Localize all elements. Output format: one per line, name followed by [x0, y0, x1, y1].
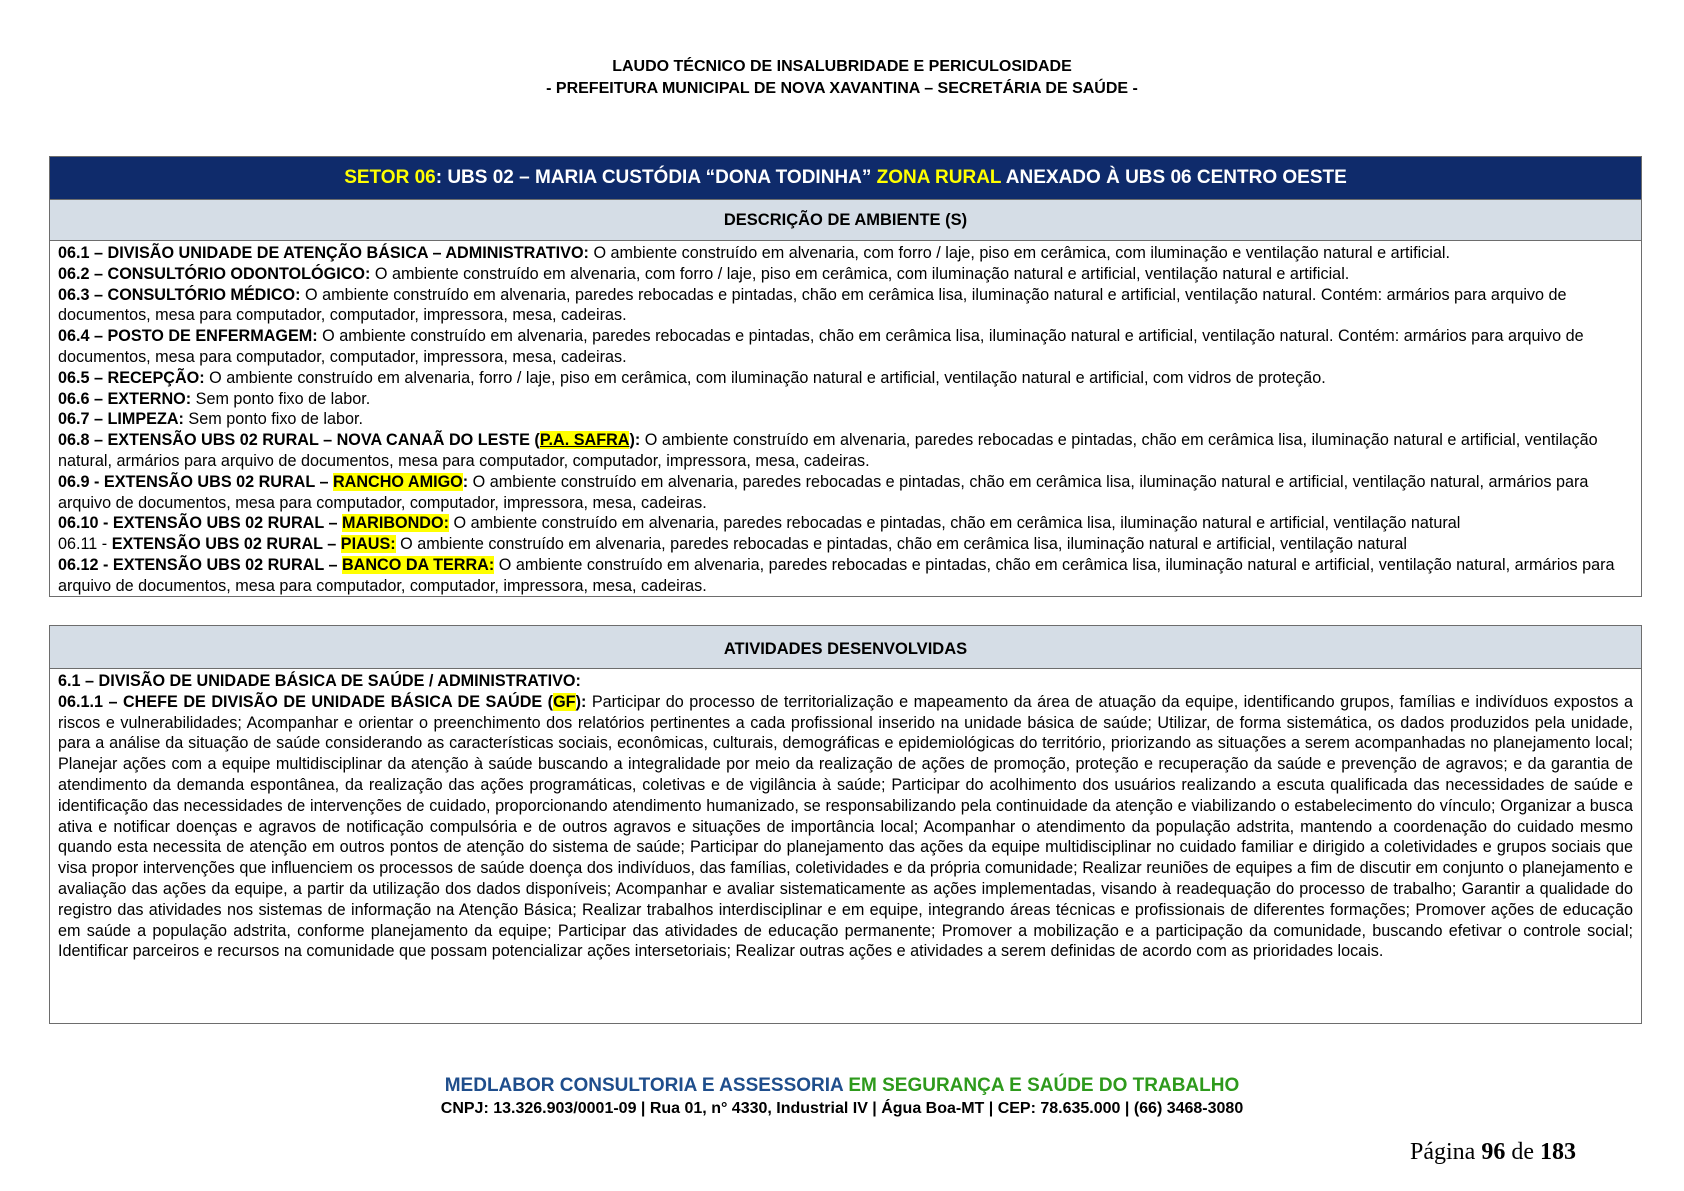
division-title: 6.1 – DIVISÃO DE UNIDADE BÁSICA DE SAÚDE / ADMINISTRATIVO: [58, 672, 581, 690]
list-item [58, 326, 1633, 368]
item-label-pre: 06.8 – EXTENSÃO UBS 02 RURAL – NOVA CANAÃ DO LESTE ( [58, 431, 540, 450]
item-text: O ambiente construído em alvenaria, forro / laje, piso em cerâmica, com iluminação natural e artificial, ventilação natural e artificial, com vidros de proteção. [204, 368, 1326, 387]
item-text: O ambiente construído em alvenaria, com forro / laje, piso em cerâmica, com iluminação e ventilação natural e artificial. [588, 244, 1450, 262]
list-item [58, 472, 1633, 514]
item-text: O ambiente construído em alvenaria, paredes rebocadas e pintadas, chão em cerâmica lisa, iluminação natural e artificial, ventilação natural, armários para arquivo de documentos, mesa para computador, computador, impressora, mesa, cadeiras. [58, 431, 1598, 470]
list-item [58, 534, 1633, 555]
page-number: Página 96 de 183 [1410, 1139, 1576, 1165]
list-item [58, 513, 1633, 534]
document-subtitle: - PREFEITURA MUNICIPAL DE NOVA XAVANTINA – SECRETÁRIA DE SAÚDE - [546, 80, 1138, 97]
item-text: O ambiente construído em alvenaria, com forro / laje, piso em cerâmica, com iluminação natural e artificial, ventilação natural e artificial. [370, 264, 1350, 283]
company-address: CNPJ: 13.326.903/0001-09 | Rua 01, n° 4330, Industrial IV | Água Boa-MT | CEP: 78.635.000 | (66) 3468-3080 [440, 1100, 1244, 1117]
item-label: 06.3 – CONSULTÓRIO MÉDICO: [58, 285, 301, 304]
item-text: O ambiente construído em alvenaria, paredes rebocadas e pintadas, chão em cerâmica lisa, iluminação natural e artificial, ventilação natural. Contém: armários para arquivo de documentos, mesa para computador, computador, impressora, mesa, cadeiras. [58, 327, 1584, 366]
list-item [58, 243, 1633, 264]
sector-title-b: ANEXADO À UBS 06 CENTRO OESTE [1001, 167, 1347, 188]
highlighted-location: P.A. SAFRA [539, 431, 630, 450]
sector-banner [50, 157, 1641, 200]
activities-content [50, 669, 1641, 962]
list-item [58, 409, 1633, 430]
company-name: MEDLABOR CONSULTORIA E ASSESSORIA EM SEGURANÇA E SAÚDE DO TRABALHO [444, 1075, 1240, 1096]
item-number: 06.11 - [58, 535, 112, 554]
environment-description-table [49, 156, 1642, 597]
item-label-post: ): [629, 431, 641, 450]
list-item [58, 264, 1633, 285]
item-label-pre: EXTENSÃO UBS 02 RURAL – [111, 535, 341, 554]
item-text: O ambiente construído em alvenaria, paredes rebocadas e pintadas, chão em cerâmica lisa, iluminação natural e artificial, ventilação natural [395, 535, 1408, 554]
list-item [58, 285, 1633, 327]
list-item [58, 389, 1633, 410]
activities-text: Participar do processo de territorialização e mapeamento da área de atuação da equipe, identificando grupos, famílias e indivíduos expostos a riscos e vulnerabilidades; Acompanhar e orientar o preenchimento dos relatórios pertinentes a cada profissional inserido na unidade básica de saúde; Utilizar, de forma sistemática, os dados produzidos pela unidade, para a análise da situação de saúde considerando as características sociais, econômicas, culturais, demográficas e epidemiológicas do território, priorizando as situações a serem acompanhadas no planejamento local; Planejar ações com a equipe multidisciplinar da atenção à saúde buscando a integralidade por meio da realização de ações de promoção, proteção e recuperação da saúde e prevenção de agravos; e da garantia de atendimento da demanda espontânea, da realização das ações programáticas, coletivas e de vigilância à saúde; Participar do acolhimento dos usuários realizando a escuta qualificada das necessidades de saúde e identificação das necessidades de intervenções de cuidado, proporcionando atendimento humanizado, se responsabilizando pela continuidade da atenção e viabilizando o estabelecimento do vínculo; Organizar a busca ativa e notificar doenças e agravos de notificação compulsória e de outros agravos e situações de importância local; Acompanhar o atendimento da população adstrita, mantendo a coordenação do cuidado mesmo quando esta necessita de atenção em outros pontos de atenção do sistema de saúde; Participar do planejamento das ações da equipe multidisciplinar no cuidado familiar e dirigido a coletividades e grupos sociais que visa propor intervenções que influenciem os processos de saúde doença dos indivíduos, das famílias, coletividades e da própria comunidade; Realizar reuniões de equipes a fim de discutir em conjunto o planejamento e avaliação das ações da equipe, a partir da utilização dos dados disponíveis; Acompanhar e avaliar sistematicamente as ações implementadas, visando à readequação do processo de trabalho; Garantir a qualidade do registro das atividades nos sistemas de informação na Atenção Básica; Realizar trabalhos interdisciplinar e em equipe, integrando áreas técnicas e profissionais de diferentes formações; Promover ações de educação em saúde a população adstrita, conforme planejamento da equipe; Participar das atividades de educação permanente; Promover a mobilização e a participação da comunidade, buscando efetivar o controle social; Identificar parceiros e recursos na comunidade que possam potencializar ações intersetoriais; Realizar outras ações e atividades a serem definidas de acordo com as prioridades locais. [58, 692, 1633, 961]
activities-table [49, 625, 1642, 1024]
document-title: LAUDO TÉCNICO DE INSALUBRIDADE E PERICULOSIDADE [612, 58, 1072, 75]
item-text: O ambiente construído em alvenaria, paredes rebocadas e pintadas, chão em cerâmica lisa, iluminação natural e artificial, ventilação natural, armários para arquivo de documentos, mesa para computador, computador, impressora, mesa, cadeiras. [58, 472, 1589, 512]
item-text: O ambiente construído em alvenaria, paredes rebocadas e pintadas, chão em cerâmica lisa, iluminação natural e artificial, ventilação natural. Contém: armários para arquivo de documentos, mesa para computador, computador, impressora, mesa, cadeiras. [58, 285, 1567, 325]
item-label-pre: 06.9 - EXTENSÃO UBS 02 RURAL – [58, 472, 333, 491]
item-text: Sem ponto fixo de labor. [191, 389, 371, 408]
item-label-pre: 06.12 - EXTENSÃO UBS 02 RURAL – [58, 555, 342, 574]
description-heading: DESCRIÇÃO DE AMBIENTE (S) [50, 200, 1641, 241]
list-item [58, 555, 1633, 597]
item-text: Sem ponto fixo de labor. [183, 410, 364, 429]
highlighted-location: BANCO DA TERRA: [341, 555, 495, 574]
item-label-pre: 06.10 - EXTENSÃO UBS 02 RURAL – [58, 514, 342, 533]
highlighted-location: PIAUS: [340, 535, 396, 554]
role-code: GF [553, 692, 576, 711]
highlighted-location: MARIBONDO: [341, 514, 449, 533]
item-label: 06.5 – RECEPÇÃO: [58, 368, 205, 387]
role-label-pre: 06.1.1 – CHEFE DE DIVISÃO DE UNIDADE BÁSICA DE SAÚDE ( [58, 692, 554, 711]
activities-heading: ATIVIDADES DESENVOLVIDAS [50, 626, 1641, 669]
item-label: 06.2 – CONSULTÓRIO ODONTOLÓGICO: [58, 264, 371, 283]
sector-title-a: : UBS 02 – MARIA CUSTÓDIA “DONA TODINHA” [435, 167, 877, 188]
item-text: O ambiente construído em alvenaria, paredes rebocadas e pintadas, chão em cerâmica lisa, iluminação natural e artificial, ventilação natural [448, 514, 1461, 533]
item-label: 06.4 – POSTO DE ENFERMAGEM: [58, 327, 318, 346]
item-text: O ambiente construído em alvenaria, paredes rebocadas e pintadas, chão em cerâmica lisa, iluminação natural e artificial, ventilação natural, armários para arquivo de documentos, mesa para computador, computador, impressora, mesa, cadeiras. [58, 555, 1615, 595]
highlighted-location: RANCHO AMIGO [332, 472, 463, 491]
role-label-post: ): [575, 692, 587, 711]
sector-number: SETOR 06 [344, 167, 436, 188]
description-content [50, 241, 1641, 597]
item-label-post: : [462, 472, 469, 491]
item-label: 06.1 – DIVISÃO UNIDADE DE ATENÇÃO BÁSICA – ADMINISTRATIVO: [58, 244, 589, 262]
activities-paragraph [58, 692, 1633, 962]
item-label: 06.7 – LIMPEZA: [58, 410, 184, 429]
list-item [58, 368, 1633, 389]
list-item [58, 430, 1633, 472]
sector-zone: ZONA RURAL [876, 167, 1002, 188]
item-label: 06.6 – EXTERNO: [58, 389, 192, 408]
